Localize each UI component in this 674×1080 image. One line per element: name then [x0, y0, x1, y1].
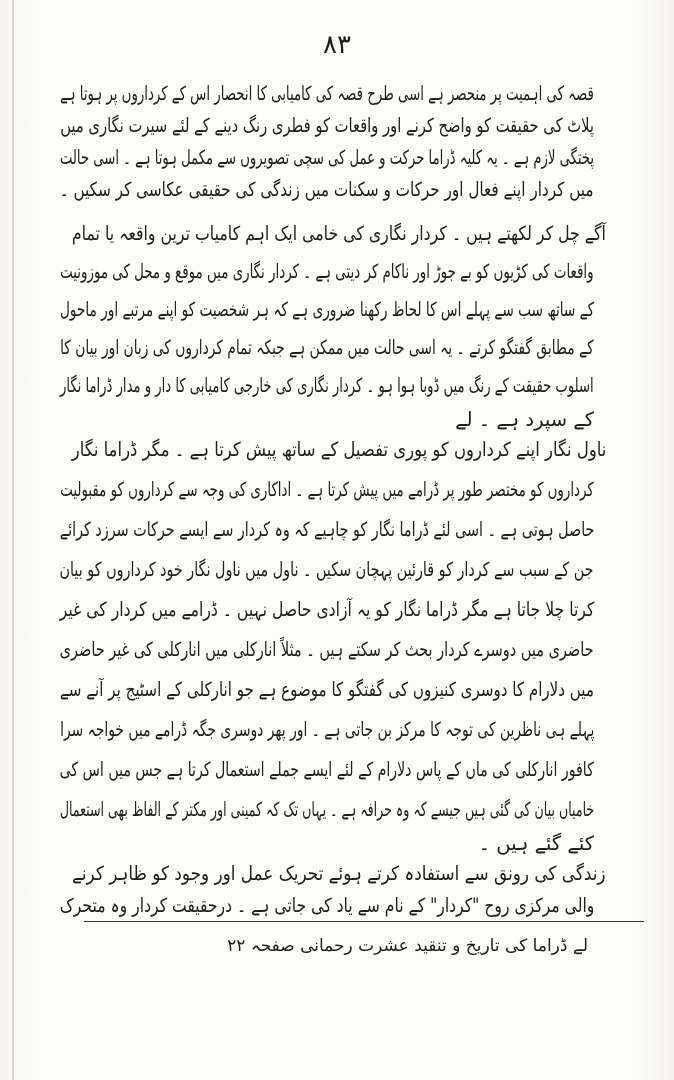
- text-line: پلاٹ کی حقیقت کو واضح کرنے اور واقعات کو فطری رنگ دینے کے لئے سیرت نگاری میں: [60, 114, 594, 137]
- text-line: پختگی لازم ہے ۔ یہ کلیہ ڈراما حرکت و عمل کی سچی تصویروں سے مکمل ہوتا ہے ۔ اسی حالت: [59, 146, 594, 169]
- text-line: جن کے سبب سے کردار کو قارئین پہچان سکیں ۔ ناول میں ناول نگار خود کرداروں کو بیان: [60, 558, 594, 581]
- text-line: قصہ کی اہمیت پر منحصر ہے اسی طرح قصہ کی کامیابی کا انحصار اس کے کرداروں پر ہوتا ہے: [60, 82, 594, 105]
- text-line: کافور انارکلی کی ماں کے پاس دلارام کے لئے ایسے جملے استعمال کرتا ہے جس میں اس کی: [59, 758, 594, 781]
- text-line: واقعات کی کڑیوں کو بے جوڑ اور ناکام کر دیتی ہے ۔ کردار نگاری میں موقع و محل کی موزونیت: [60, 260, 594, 283]
- text-line: کرداروں کو مختصر طور پر ڈرامے میں پیش کرتا ہے ۔ اداکاری کی وجہ سے کرداروں کو مقبولیت: [60, 478, 594, 501]
- text-line: میں دلارام کا دوسری کنیزوں کی گفتگو کا موضوع ہے جو انارکلی کے اسٹیج پر آنے سے: [59, 678, 594, 701]
- text-line: اسلوب حقیقت کے رنگ میں ڈوبا ہوا ہو ۔ کردار نگاری کی خارجی کامیابی کا دار و مدار ڈراما نگار: [60, 374, 594, 397]
- text-line: زندگی کی رونق سے استفادہ کرتے ہوئے تحریک عمل اور وجود کو ظاہر کرنے: [72, 862, 606, 885]
- text-line: کے سپرد ہے ۔ لے: [455, 408, 594, 431]
- footnote-divider: [84, 921, 644, 922]
- text-line: حاضری میں دوسرے کردار بحث کر سکتے ہیں ۔ مثلاً انارکلی میں انارکلی کی غیر حاضری: [60, 638, 594, 661]
- text-line: کے مطابق گفتگو کرتے ۔ یہ اسی حالت میں ممکن ہے جبکہ تمام کرداروں کی زبان اور بیان کا: [60, 336, 594, 359]
- text-line: ناول نگار اپنے کرداروں کو پوری تفصیل کے ساتھ پیش کرتا ہے ۔ مگر ڈراما نگار: [71, 438, 606, 461]
- text-line: کرتا چلا جاتا ہے مگر ڈراما نگار کو یہ آزادی حاصل نہیں ۔ ڈرامے میں کردار کی غیر: [59, 598, 594, 621]
- page-edge: [12, 0, 14, 1080]
- text-line: کے ساتھ سب سے پہلے اس کا لحاظ رکھنا ضروری ہے کہ ہر شخصیت کو اپنے مرتبے اور ماحول: [59, 298, 594, 321]
- text-line: والی مرکزی روح "کردار" کے نام سے یاد کی جاتی ہے ۔ درحقیقت کردار وہ متحرک: [59, 894, 594, 917]
- text-line: خامیاں بیان کی گئی ہیں جیسے کہ وہ حرافہ ہے ۔ یہاں تک کہ کمینی اور مکتر کے الفاظ بھی استعمال: [59, 798, 594, 821]
- text-line: حاصل ہوتی ہے ۔ اسی لئے ڈراما نگار کو چاہیے کہ وہ کردار سے ایسے حرکات سرزد کرائے: [59, 518, 594, 541]
- text-line: میں کردار اپنے فعال اور حرکات و سکنات میں زندگی کی حقیقی عکاسی کر سکیں ۔: [60, 178, 594, 201]
- footnote: لے ڈراما کی تاریخ و تنقید عشرت رحمانی صفحہ ۲۲: [227, 936, 588, 956]
- text-line: کئے گئے ہیں ۔: [478, 832, 594, 855]
- text-line: آگے چل کر لکھتے ہیں ۔ کردار نگاری کی خامی ایک اہم کامیاب ترین واقعہ یا تمام: [72, 222, 606, 245]
- page-number: ۸۳: [323, 30, 351, 60]
- text-line: پہلے ہی ناظرین کی توجہ کا مرکز بن جاتی ہے ۔ اور پھر دوسری جگہ ڈرامے میں خواجہ سرا: [59, 718, 594, 741]
